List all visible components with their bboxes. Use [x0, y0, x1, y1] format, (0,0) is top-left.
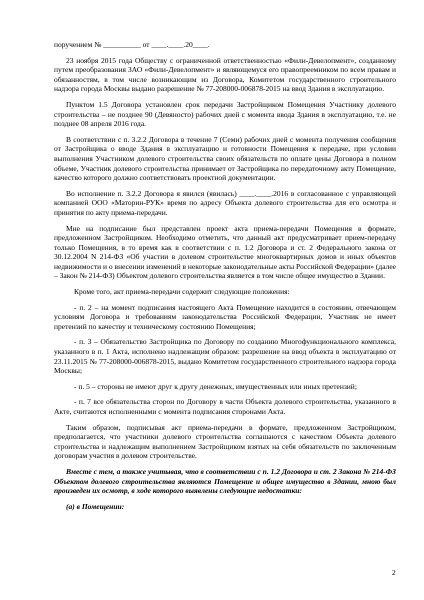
payment-order-line: поручением № __________ от ____.____.20____.	[54, 40, 210, 49]
paragraph-deadline: Пунктом 1.5 Договора установлен срок передачи Застройщиком Помещения Участнику долевого строительства – не позднее 90 (Девяносто) рабочих дней с момента ввода Здания в эксплуатацию, т.е. не позднее 08 апреля 2016 года.	[54, 99, 396, 129]
clause-3: - п. 3 – Обязательство Застройщика по Договору по созданию Многофункционального комплекса, указанного в п. 1 Акта, исполнено надлежащим образом: разрешение на ввод объекта в эксплуатацию от 23.11.2015 № 77-208000-006878-2015, выдано Комитетом государственного строительного надзора города Москвы;	[54, 337, 396, 376]
clause-2: - п. 2 – на момент подписания настоящего Акта Помещение находится в состоянии, отвечающем условиям Договора и требованиям законодательства Российской Федерации, Участник не имеет претензий по качеству и техническому состоянию Помещения;	[54, 302, 396, 331]
clause-7: - п. 7 все обязательства сторон по Договору в части Объекта долевого строительства, указанного в Акте, считаются исполненными с момента подписания сторонами Акта.	[54, 397, 396, 416]
page-number: 2	[392, 568, 396, 577]
subheading-in-premises: (а) в Помещении:	[66, 501, 125, 511]
paragraph-acceptance-terms: В соответствии с п. 3.2.2 Договора в течение 7 (Семи) рабочих дней с момента получения сообщения от Застройщика о вводе Здания в эксплуатацию и готовности Помещения к передаче, при условии выполнения Участником долевого строительства своих обязательств по оплате цены Договора в полном объеме, Участник долевого строительства принимает от Застройщика по передаточному акту Помещение, качество которого должно соответствовать проектной документации.	[54, 134, 396, 183]
paragraph-defects-intro: Вместе с тем, а также учитывая, что в соответствии с п. 1.2 Договора и ст. 2 Закона № 214-ФЗ Объектом долевого строительства являются Помещение и общее имущество в Здании, мною был произведен их осмотр, в ходе которого выявлены следующие недостатки:	[54, 466, 396, 496]
paragraph-act-provisions: Кроме того, акт приема-передачи содержит следующие положения:	[74, 287, 290, 297]
clause-5: - п. 5 – стороны не имеют друг к другу денежных, имущественных или иных претензий;	[74, 381, 357, 391]
paragraph-permit: 23 ноября 2015 года Обществу с ограниченной ответственностью «Фили-Девелопмент», созданному путем преобразования ЗАО «Фили-Девелопмент» и являющемуся его правопреемником по всем правам и обязанностям, в том числе возникающим из Договора, Комитетом государственного строительного надзора города Москвы выдано разрешение № 77-208000-006878-2015 на ввод Здания в эксплуатацию.	[54, 55, 396, 94]
document-body	[54, 40, 396, 511]
paragraph-draft-act: Мне на подписание был представлен проект акта приема-передачи Помещения в формате, предложенном Застройщиком. Необходимо отметить, что данный акт предусматривает прием-передачу только Помещения, в то время как в соответствии с п. 1.2 Договора и ст. 2 Федерального закона от 30.12.2004 N 214-ФЗ «Об участии в долевом строительстве многоквартирных домов и иных объектов недвижимости и о внесении изменений в некоторые законодательные акты Российской Федерации» (далее – Закон № 214-ФЗ) Объектом долевого строительства является в том числе общее имущество в Здании.	[54, 223, 396, 281]
paragraph-arrival: Во исполнение п. 3.2.2 Договора я явился (явилась) ____.____.2016 в согласованное с управляющей компанией ООО «Маторин-РУК» время по адресу Объекта долевого строительства для его осмотра и принятия по акту приема-передачи.	[54, 188, 396, 217]
paragraph-conclusion: Таким образом, подписывая акт приема-передачи в формате, предложенном Застройщиком, предполагается, что участники долевого строительства соглашаются с качеством Объекта долевого строительства и надлежащим выполнением Застройщиком взятых на себя обязательств по заключенным договорам участия в долевом строительстве.	[54, 422, 396, 461]
